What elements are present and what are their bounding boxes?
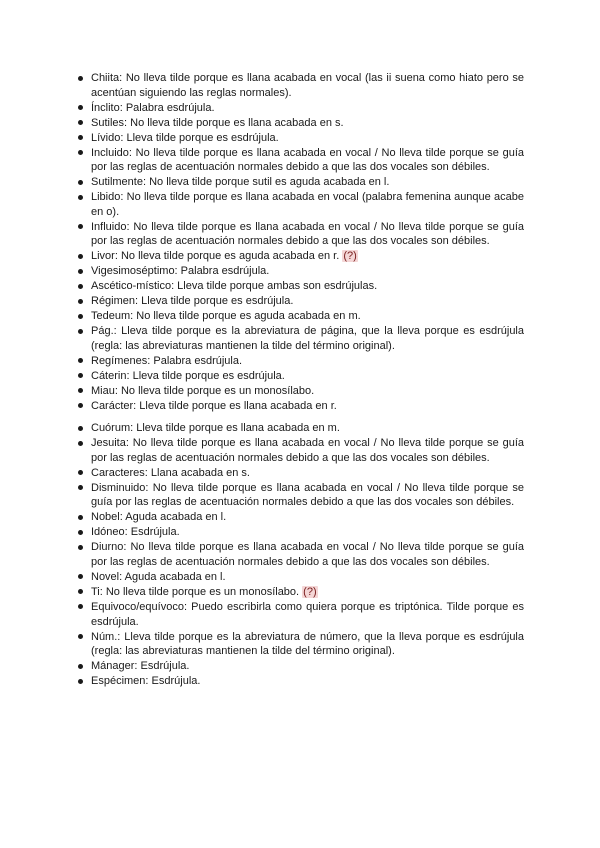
list-item: Libido: No lleva tilde porque es llana acabada en vocal (palabra femenina aunque acabe en o). (91, 191, 524, 218)
bullet-list-first (91, 71, 524, 413)
list-item: Mánager: Esdrújula. (91, 659, 524, 674)
list-item: Jesuita: No lleva tilde porque es llana acabada en vocal / No lleva tilde porque se guía por las reglas de acentuación normales debido a que las dos vocales son débiles. (91, 437, 524, 464)
list-item: Idóneo: Esdrújula. (91, 525, 524, 540)
comment-marker[interactable]: (?) (343, 250, 357, 263)
list-item: Miau: No lleva tilde porque es un monosílabo. (91, 384, 524, 399)
list-item: Ti: No lleva tilde porque es un monosílabo. (?) (91, 585, 524, 600)
list-item: Núm.: Lleva tilde porque es la abreviatura de número, que la lleva porque es esdrújula (regla: las abreviaturas mantienen la tilde del término original). (91, 630, 524, 658)
list-item: Sutiles: No lleva tilde porque es llana acabada en s. (91, 116, 524, 131)
list-item: Régimen: Lleva tilde porque es esdrújula. (91, 294, 524, 309)
list-item: Ínclito: Palabra esdrújula. (91, 101, 524, 116)
list-item: Espécimen: Esdrújula. (91, 674, 524, 689)
list-item: Pág.: Lleva tilde porque es la abreviatura de página, que la lleva porque es esdrújula (regla: las abreviaturas mantienen la tilde del término original). (91, 325, 524, 352)
bullet-list-second (91, 421, 524, 688)
list-item: Ascético-místico: Lleva tilde porque ambas son esdrújulas. (91, 279, 524, 294)
list-item: Influido: No lleva tilde porque es llana acabada en vocal / No lleva tilde porque se guía por las reglas de acentuación normales debido a que las dos vocales son débiles. (91, 220, 524, 248)
list-item: Equivoco/equívoco: Puedo escribirla como quiera porque es triptónica. Tilde porque es esdrújula. (91, 600, 524, 628)
list-item: Disminuido: No lleva tilde porque es llana acabada en vocal / No lleva tilde porque se guía por las reglas de acentuación normales debido a que las dos vocales son débiles. (91, 481, 524, 509)
list-item: Chiita: No lleva tilde porque es llana acabada en vocal (las ii suena como hiato pero se acentúan siguiendo las reglas normales). (91, 72, 524, 99)
list-item: Nobel: Aguda acabada en l. (91, 510, 524, 525)
list-item: Caracteres: Llana acabada en s. (91, 466, 524, 481)
list-item: Cuórum: Lleva tilde porque es llana acabada en m. (91, 421, 524, 436)
list-item: Carácter: Lleva tilde porque es llana acabada en r. (91, 399, 524, 414)
list-item: Vigesimoséptimo: Palabra esdrújula. (91, 264, 524, 279)
list-item: Incluido: No lleva tilde porque es llana acabada en vocal / No lleva tilde porque se guía por las reglas de acentuación normales debido a que las dos vocales son débiles. (91, 146, 524, 174)
list-item: Lívido: Lleva tilde porque es esdrújula. (91, 131, 524, 146)
list-item: Sutilmente: No lleva tilde porque sutil es aguda acabada en l. (91, 175, 524, 190)
comment-marker[interactable]: (?) (303, 585, 317, 598)
list-item: Livor: No lleva tilde porque es aguda acabada en r. (?) (91, 249, 524, 264)
list-item: Diurno: No lleva tilde porque es llana acabada en vocal / No lleva tilde porque se guía por las reglas de acentuación normales debido a que las dos vocales son débiles. (91, 541, 524, 568)
list-item: Novel: Aguda acabada en l. (91, 570, 524, 585)
list-item: Cáterin: Lleva tilde porque es esdrújula. (91, 369, 524, 384)
list-item: Tedeum: No lleva tilde porque es aguda acabada en m. (91, 309, 524, 324)
list-item: Regímenes: Palabra esdrújula. (91, 354, 524, 369)
